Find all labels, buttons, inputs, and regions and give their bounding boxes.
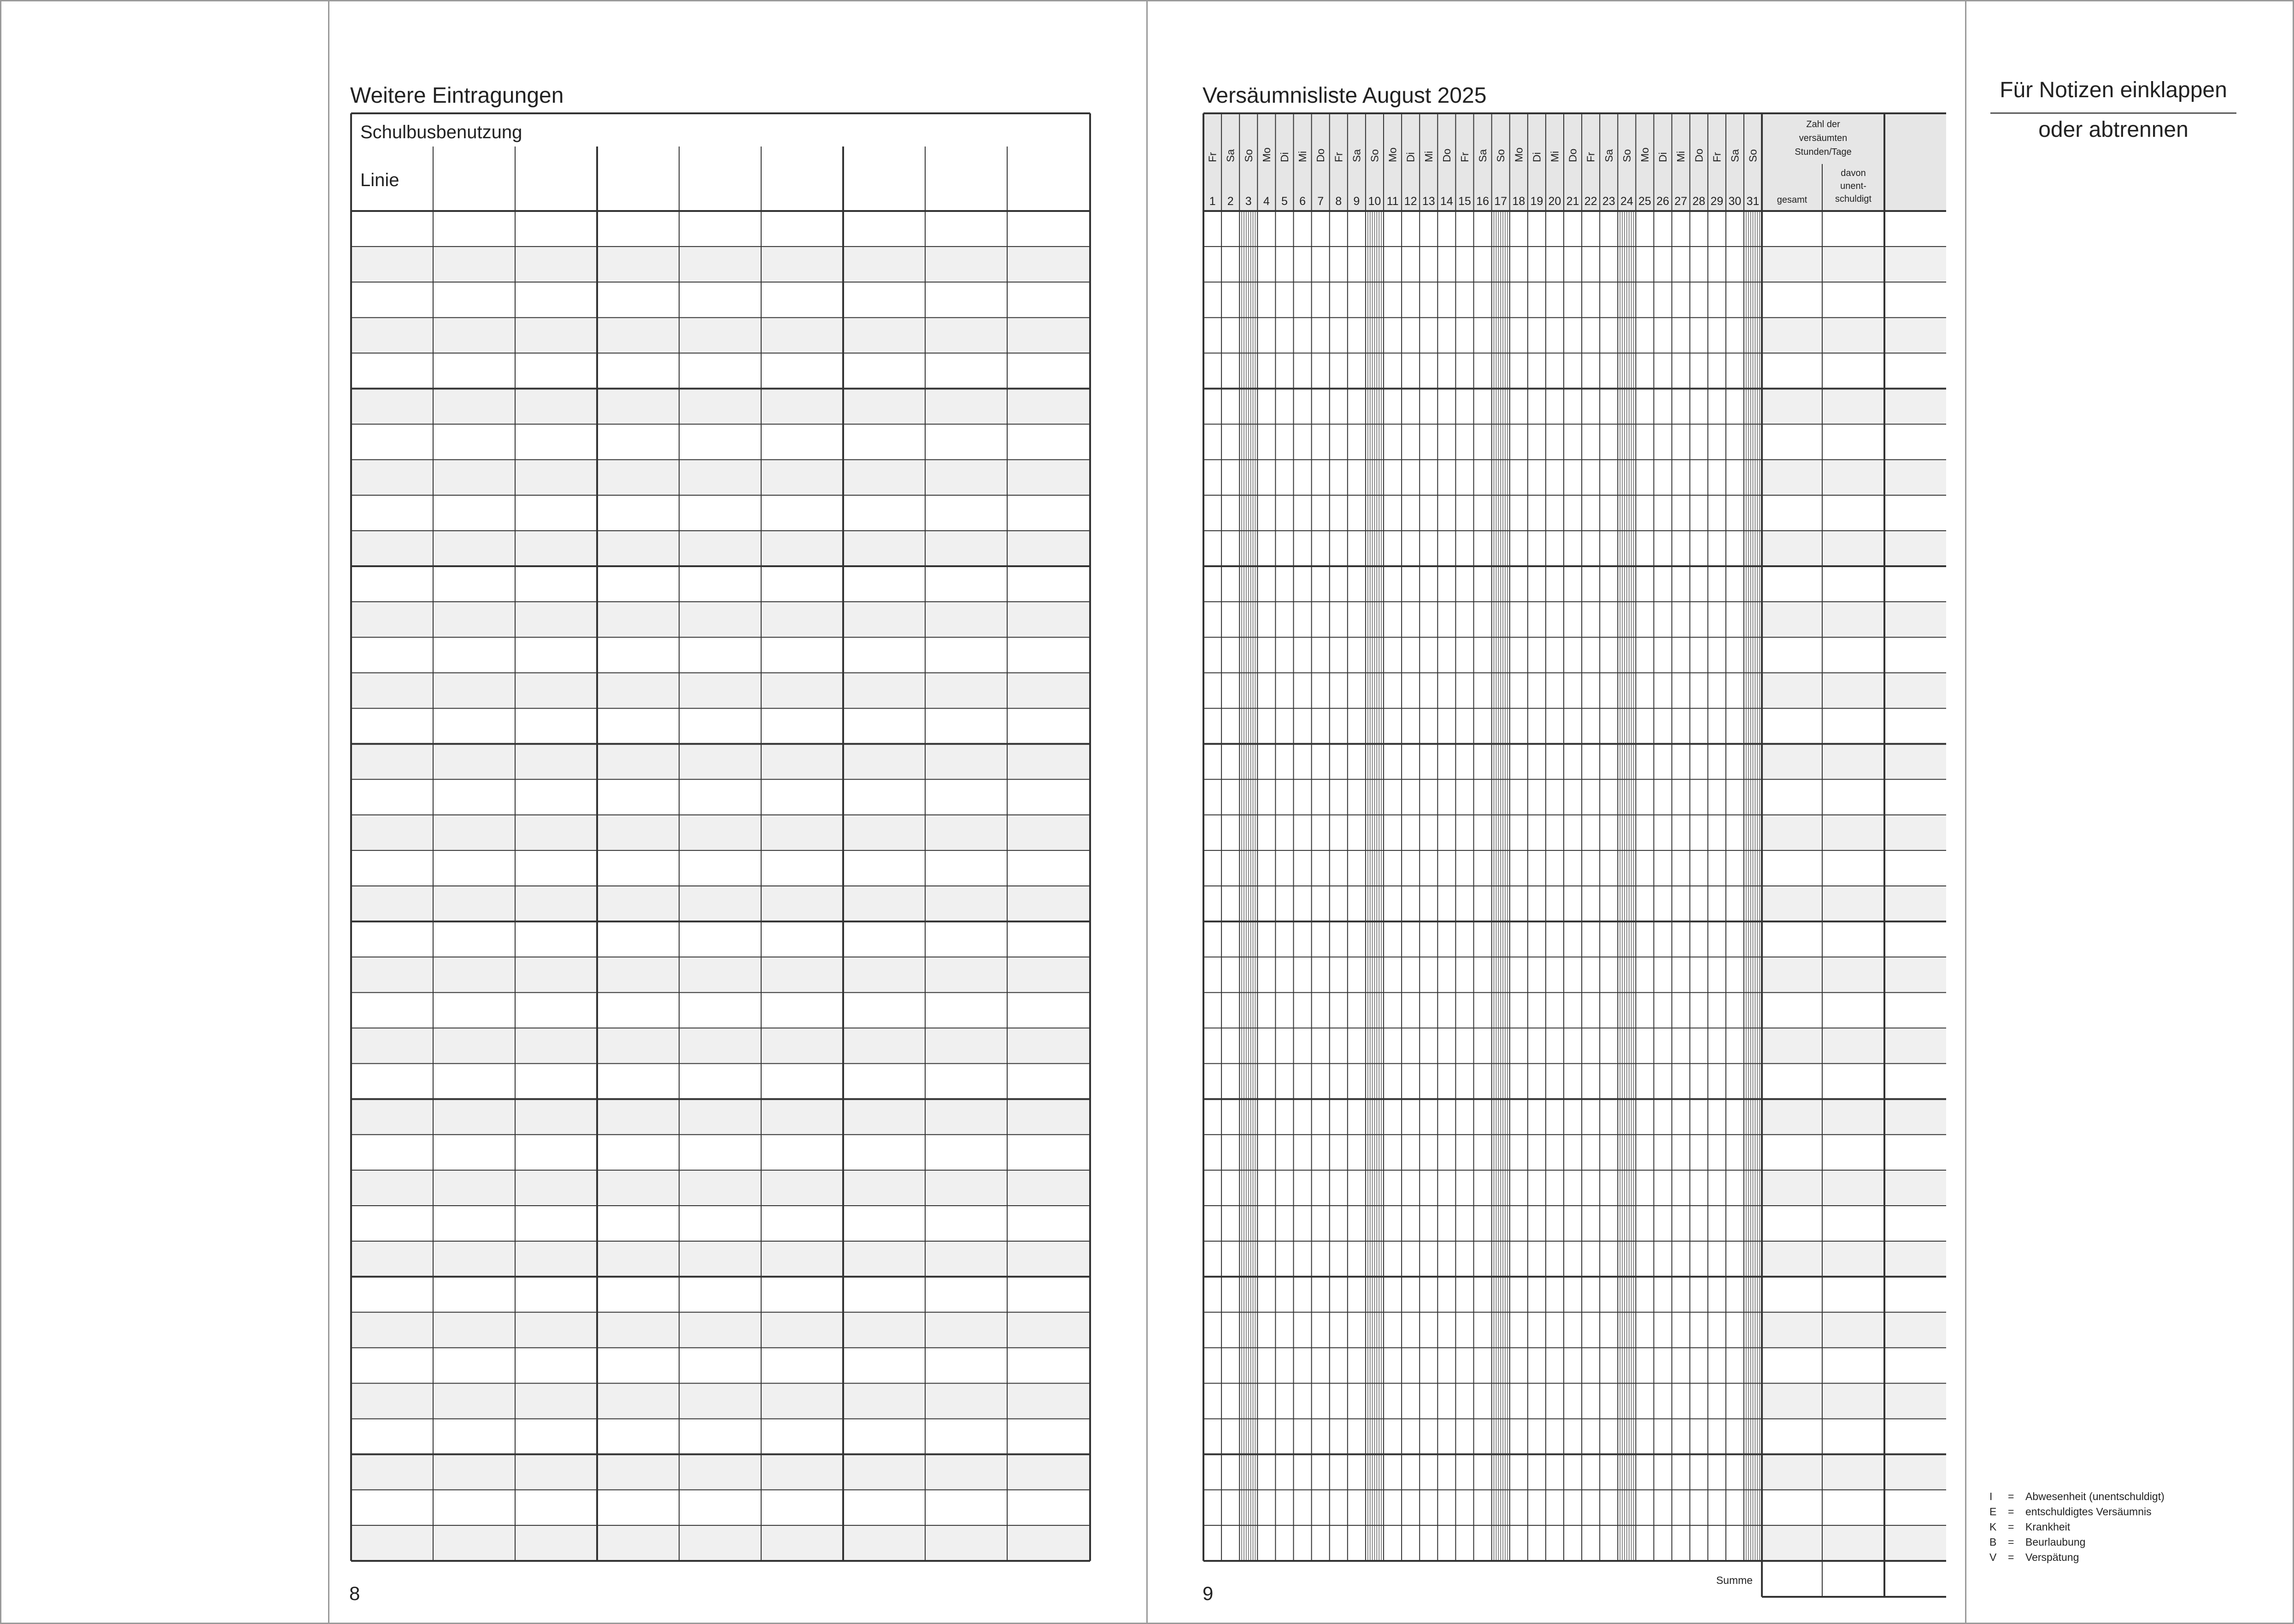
column-total-label: gesamt [1777, 195, 1807, 205]
day-number: 28 [1692, 195, 1706, 208]
notes-rule [1990, 112, 2236, 114]
summary-row [1762, 673, 1946, 708]
day-number: 21 [1566, 195, 1579, 208]
day-number: 4 [1263, 195, 1270, 208]
day-number: 15 [1458, 195, 1471, 208]
legend-code: B [1989, 1536, 1997, 1548]
weekday-label: Sa [1602, 149, 1615, 162]
weekday-label: Sa [1477, 149, 1489, 162]
weekday-label: Fr [1332, 152, 1345, 162]
left-page-title: Weitere Eintragungen [350, 83, 564, 108]
section-label: Schulbusbenutzung [360, 122, 522, 142]
legend-text: entschuldigtes Versäumnis [2025, 1506, 2152, 1518]
legend-code: V [1989, 1551, 1997, 1563]
day-number: 6 [1299, 195, 1306, 208]
page-number-right: 9 [1203, 1583, 1214, 1604]
day-number: 27 [1674, 195, 1688, 208]
summary-row [1762, 1525, 1946, 1561]
day-number: 8 [1335, 195, 1342, 208]
weekday-label: So [1495, 149, 1507, 162]
weekday-label: Mo [1638, 147, 1651, 162]
legend-text: Abwesenheit (unentschuldigt) [2025, 1490, 2165, 1502]
weekday-label: Do [1693, 148, 1705, 162]
day-number: 19 [1530, 195, 1543, 208]
day-number: 17 [1494, 195, 1508, 208]
summary-row [1762, 1241, 1946, 1277]
day-number: 11 [1386, 195, 1399, 208]
day-number: 14 [1440, 195, 1453, 208]
weekday-label: Mo [1386, 147, 1399, 162]
day-number: 31 [1746, 195, 1760, 208]
weekday-label: Fr [1711, 152, 1723, 162]
column-unexcused-label: schuldigt [1835, 194, 1872, 204]
page-number-left: 8 [349, 1583, 360, 1604]
summary-row [1762, 815, 1946, 850]
weekday-label: Mi [1675, 151, 1687, 162]
weekday-label: Mi [1422, 151, 1435, 162]
summary-row [1762, 246, 1946, 282]
summary-row [1762, 531, 1946, 566]
day-number: 10 [1368, 195, 1381, 208]
weekday-label: Sa [1224, 149, 1237, 162]
summary-row [1762, 1170, 1946, 1206]
legend-code: E [1989, 1506, 1997, 1518]
day-number: 5 [1281, 195, 1288, 208]
legend-equals: = [2008, 1490, 2014, 1502]
summary-row [1762, 1383, 1946, 1419]
weekday-label: So [1747, 149, 1759, 162]
weekday-label: So [1242, 149, 1255, 162]
weekday-label: Di [1404, 152, 1417, 162]
notes-instruction-line1: Für Notizen einklappen [2000, 78, 2227, 102]
weekday-label: Do [1566, 148, 1579, 162]
weekday-label: So [1368, 149, 1381, 162]
right-page-title: Versäumnisliste August 2025 [1203, 83, 1487, 108]
weekday-label: Do [1314, 148, 1327, 162]
day-number: 23 [1602, 195, 1615, 208]
day-number: 1 [1209, 195, 1216, 208]
day-number: 16 [1476, 195, 1489, 208]
summary-row [1762, 460, 1946, 495]
summary-row [1762, 1312, 1946, 1348]
weekday-label: Sa [1729, 149, 1741, 162]
sum-label: Summe [1716, 1574, 1753, 1586]
weekday-label: Mo [1260, 147, 1273, 162]
weekday-label: Do [1440, 148, 1453, 162]
day-number: 13 [1422, 195, 1435, 208]
column-unexcused-label: davon [1841, 168, 1866, 178]
legend-code: K [1989, 1521, 1997, 1533]
weekday-label: So [1620, 149, 1633, 162]
weekday-label: Fr [1206, 152, 1219, 162]
legend-text: Beurlaubung [2025, 1536, 2086, 1548]
summary-row [1762, 886, 1946, 921]
summary-row [1762, 1454, 1946, 1490]
notes-instruction-line2: oder abtrennen [2038, 117, 2188, 142]
summary-header: Stunden/Tage [1795, 147, 1852, 157]
day-number: 25 [1638, 195, 1651, 208]
day-number: 12 [1404, 195, 1417, 208]
day-number: 30 [1728, 195, 1742, 208]
weekday-label: Sa [1350, 149, 1363, 162]
weekday-label: Di [1657, 152, 1669, 162]
day-number: 29 [1710, 195, 1724, 208]
row-label-linie: Linie [360, 170, 399, 190]
legend-equals: = [2008, 1521, 2014, 1533]
column-unexcused-label: unent- [1840, 181, 1866, 191]
summary-row [1762, 744, 1946, 780]
legend-equals: = [2008, 1506, 2014, 1518]
weekday-label: Di [1531, 152, 1543, 162]
summary-row [1762, 317, 1946, 353]
day-number: 22 [1584, 195, 1597, 208]
weekday-label: Di [1278, 152, 1291, 162]
weekday-label: Fr [1584, 152, 1597, 162]
day-number: 2 [1227, 195, 1234, 208]
day-number: 7 [1317, 195, 1324, 208]
summary-header: Zahl der [1806, 119, 1840, 129]
summary-header: versäumten [1799, 133, 1848, 143]
weekday-label: Mi [1297, 151, 1309, 162]
summary-row [1762, 389, 1946, 424]
day-number: 20 [1548, 195, 1561, 208]
day-number: 26 [1656, 195, 1669, 208]
weekday-label: Mo [1513, 147, 1525, 162]
day-number: 18 [1512, 195, 1525, 208]
summary-row [1762, 602, 1946, 637]
summary-row [1762, 957, 1946, 992]
legend-text: Krankheit [2025, 1521, 2071, 1533]
day-number: 3 [1245, 195, 1252, 208]
summary-row [1762, 1028, 1946, 1063]
weekday-label: Mi [1549, 151, 1561, 162]
weekday-label: Fr [1458, 152, 1471, 162]
legend-equals: = [2008, 1536, 2014, 1548]
legend-code: I [1989, 1490, 1993, 1502]
legend-text: Verspätung [2025, 1551, 2079, 1563]
summary-row [1762, 1099, 1946, 1135]
day-number: 9 [1353, 195, 1360, 208]
legend-equals: = [2008, 1551, 2014, 1563]
day-number: 24 [1620, 195, 1633, 208]
